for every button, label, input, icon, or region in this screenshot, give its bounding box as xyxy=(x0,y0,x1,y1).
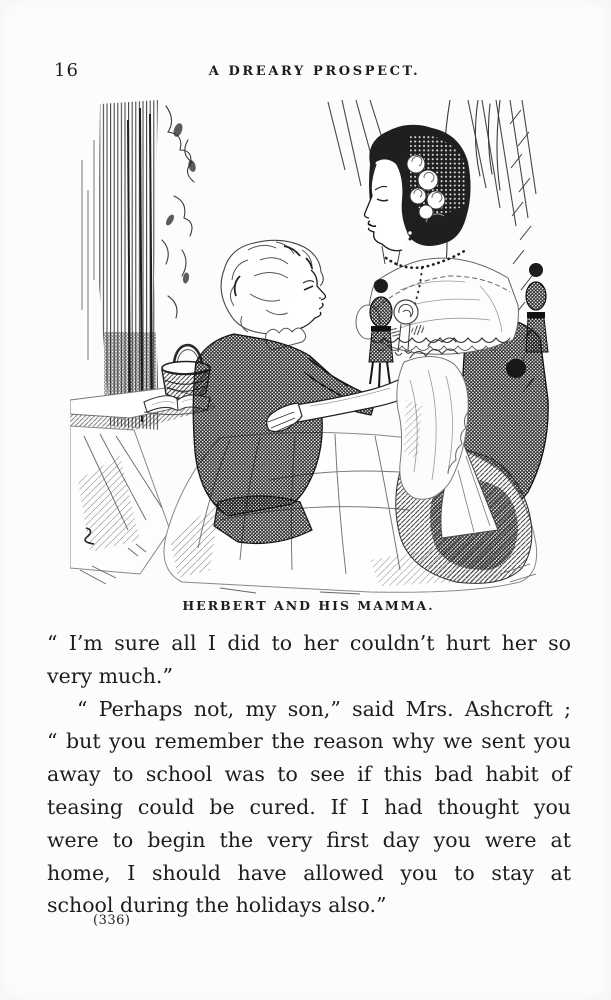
text-line: “ Perhaps not, my son,” said Mrs. Ashcroft ; xyxy=(77,696,571,721)
text-line: were to begin the very first day you were at xyxy=(47,827,571,852)
illustration-engraving xyxy=(70,100,562,596)
text-line: teasing could be cured. If I had thought you xyxy=(47,794,571,819)
text-line: very much.” xyxy=(47,663,173,688)
signature-mark: (336) xyxy=(93,913,131,928)
text-line: “ I’m sure all I did to her couldn’t hurt her so xyxy=(47,631,571,655)
earring xyxy=(408,231,412,235)
illustration-caption: HERBERT AND HIS MAMMA. xyxy=(182,598,435,613)
body-text xyxy=(47,627,571,922)
window-hatching xyxy=(82,100,160,430)
text-line: away to school was to see if this bad habit of xyxy=(47,762,571,787)
foliage xyxy=(162,106,197,318)
text-line: “ but you remember the reason why we sent you xyxy=(47,729,571,754)
running-header: A DREARY PROSPECT. xyxy=(208,64,421,79)
text-line: home, I should have allowed you to stay at xyxy=(47,860,571,885)
page-number: 16 xyxy=(54,60,79,81)
text-line: school during the holidays also.” xyxy=(47,893,387,918)
